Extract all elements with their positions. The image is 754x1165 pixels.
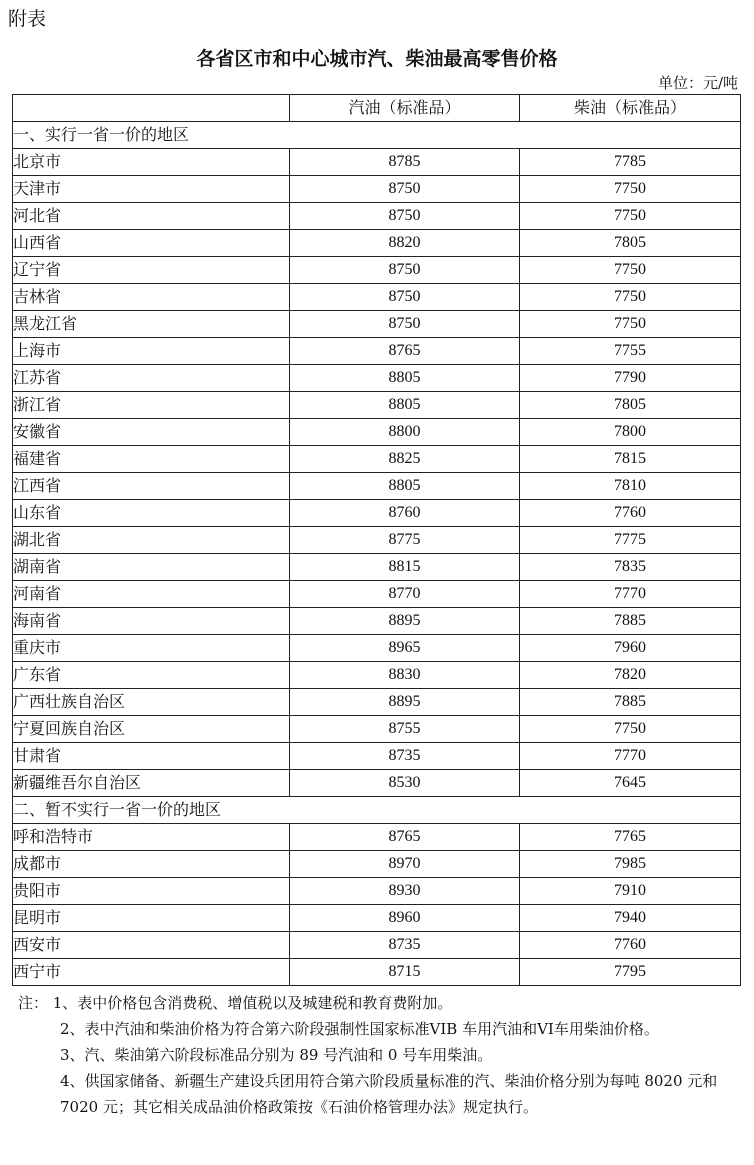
table-row <box>13 176 741 203</box>
region-name-cell: 成都市 <box>13 851 290 878</box>
section-title: 一、实行一省一价的地区 <box>13 122 741 149</box>
table-row <box>13 824 741 851</box>
table-row <box>13 230 741 257</box>
gasoline-price-cell: 8895 <box>290 689 520 716</box>
region-name-cell: 山西省 <box>13 230 290 257</box>
table-row <box>13 932 741 959</box>
region-name-cell: 山东省 <box>13 500 290 527</box>
diesel-price-cell: 7770 <box>520 581 741 608</box>
gasoline-price-cell: 8895 <box>290 608 520 635</box>
diesel-price-cell: 7750 <box>520 311 741 338</box>
note-4: 4、供国家储备、新疆生产建设兵团用符合第六阶段质量标准的汽、柴油价格分别为每吨 8020 元和 7020 元；其它相关成品油价格政策按《石油价格管理办法》规定执行。 <box>60 1072 718 1116</box>
gasoline-price-cell: 8805 <box>290 365 520 392</box>
gasoline-price-cell: 8770 <box>290 581 520 608</box>
region-name-cell: 江苏省 <box>13 365 290 392</box>
table-row <box>13 851 741 878</box>
region-name-cell: 江西省 <box>13 473 290 500</box>
table-row <box>13 473 741 500</box>
table-row <box>13 905 741 932</box>
header-cell-region <box>13 95 290 122</box>
diesel-price-cell: 7760 <box>520 932 741 959</box>
gasoline-price-cell: 8765 <box>290 824 520 851</box>
section-row <box>13 122 741 149</box>
region-name-cell: 安徽省 <box>13 419 290 446</box>
section-row <box>13 797 741 824</box>
region-name-cell: 福建省 <box>13 446 290 473</box>
gasoline-price-cell: 8530 <box>290 770 520 797</box>
gasoline-price-cell: 8805 <box>290 473 520 500</box>
region-name-cell: 广西壮族自治区 <box>13 689 290 716</box>
gasoline-price-cell: 8965 <box>290 635 520 662</box>
diesel-price-cell: 7770 <box>520 743 741 770</box>
diesel-price-cell: 7835 <box>520 554 741 581</box>
table-row <box>13 527 741 554</box>
unit-label: 单位：元/吨 <box>657 74 738 92</box>
region-name-cell: 湖北省 <box>13 527 290 554</box>
header-cell-diesel: 柴油（标准品） <box>520 95 741 122</box>
diesel-price-cell: 7960 <box>520 635 741 662</box>
table-row <box>13 959 741 986</box>
table-row <box>13 689 741 716</box>
diesel-price-cell: 7775 <box>520 527 741 554</box>
diesel-price-cell: 7985 <box>520 851 741 878</box>
gasoline-price-cell: 8805 <box>290 392 520 419</box>
region-name-cell: 北京市 <box>13 149 290 176</box>
gasoline-price-cell: 8820 <box>290 230 520 257</box>
table-row <box>13 419 741 446</box>
diesel-price-cell: 7645 <box>520 770 741 797</box>
region-name-cell: 贵阳市 <box>13 878 290 905</box>
table-row <box>13 311 741 338</box>
gasoline-price-cell: 8765 <box>290 338 520 365</box>
gasoline-price-cell: 8735 <box>290 932 520 959</box>
region-name-cell: 浙江省 <box>13 392 290 419</box>
note-3: 3、汽、柴油第六阶段标准品分别为 89 号汽油和 0 号车用柴油。 <box>60 1046 493 1064</box>
region-name-cell: 天津市 <box>13 176 290 203</box>
table-row <box>13 284 741 311</box>
gasoline-price-cell: 8775 <box>290 527 520 554</box>
gasoline-price-cell: 8960 <box>290 905 520 932</box>
diesel-price-cell: 7760 <box>520 500 741 527</box>
table-row <box>13 635 741 662</box>
table-row <box>13 581 741 608</box>
diesel-price-cell: 7910 <box>520 878 741 905</box>
region-name-cell: 辽宁省 <box>13 257 290 284</box>
table-row <box>13 500 741 527</box>
diesel-price-cell: 7765 <box>520 824 741 851</box>
diesel-price-cell: 7810 <box>520 473 741 500</box>
table-row <box>13 662 741 689</box>
region-name-cell: 重庆市 <box>13 635 290 662</box>
gasoline-price-cell: 8750 <box>290 311 520 338</box>
region-name-cell: 广东省 <box>13 662 290 689</box>
gasoline-price-cell: 8735 <box>290 743 520 770</box>
table-row <box>13 743 741 770</box>
gasoline-price-cell: 8970 <box>290 851 520 878</box>
header-cell-gasoline: 汽油（标准品） <box>290 95 520 122</box>
gasoline-price-cell: 8825 <box>290 446 520 473</box>
diesel-price-cell: 7750 <box>520 284 741 311</box>
region-name-cell: 新疆维吾尔自治区 <box>13 770 290 797</box>
diesel-price-cell: 7885 <box>520 608 741 635</box>
table-row <box>13 203 741 230</box>
diesel-price-cell: 7750 <box>520 203 741 230</box>
region-name-cell: 昆明市 <box>13 905 290 932</box>
table-row <box>13 554 741 581</box>
table-row <box>13 392 741 419</box>
region-name-cell: 黑龙江省 <box>13 311 290 338</box>
header-row <box>13 95 741 122</box>
region-name-cell: 西安市 <box>13 932 290 959</box>
attachment-label: 附表 <box>8 8 47 30</box>
region-name-cell: 甘肃省 <box>13 743 290 770</box>
diesel-price-cell: 7805 <box>520 230 741 257</box>
region-name-cell: 河南省 <box>13 581 290 608</box>
diesel-price-cell: 7750 <box>520 716 741 743</box>
table-row <box>13 716 741 743</box>
gasoline-price-cell: 8755 <box>290 716 520 743</box>
gasoline-price-cell: 8750 <box>290 176 520 203</box>
gasoline-price-cell: 8785 <box>290 149 520 176</box>
gasoline-price-cell: 8760 <box>290 500 520 527</box>
table-row <box>13 149 741 176</box>
region-name-cell: 呼和浩特市 <box>13 824 290 851</box>
diesel-price-cell: 7815 <box>520 446 741 473</box>
gasoline-price-cell: 8750 <box>290 203 520 230</box>
table-row <box>13 878 741 905</box>
diesel-price-cell: 7785 <box>520 149 741 176</box>
gasoline-price-cell: 8715 <box>290 959 520 986</box>
gasoline-price-cell: 8750 <box>290 257 520 284</box>
diesel-price-cell: 7755 <box>520 338 741 365</box>
gasoline-price-cell: 8930 <box>290 878 520 905</box>
gasoline-price-cell: 8830 <box>290 662 520 689</box>
diesel-price-cell: 7790 <box>520 365 741 392</box>
diesel-price-cell: 7750 <box>520 176 741 203</box>
region-name-cell: 海南省 <box>13 608 290 635</box>
table-row <box>13 770 741 797</box>
table-row <box>13 608 741 635</box>
price-table <box>12 94 741 986</box>
section-title: 二、暂不实行一省一价的地区 <box>13 797 741 824</box>
diesel-price-cell: 7750 <box>520 257 741 284</box>
diesel-price-cell: 7800 <box>520 419 741 446</box>
note-2: 2、表中汽油和柴油价格为符合第六阶段强制性国家标准VIB 车用汽油和VI车用柴油价格。 <box>60 1020 659 1038</box>
gasoline-price-cell: 8815 <box>290 554 520 581</box>
diesel-price-cell: 7940 <box>520 905 741 932</box>
page-title: 各省区市和中心城市汽、柴油最高零售价格 <box>196 48 558 70</box>
region-name-cell: 河北省 <box>13 203 290 230</box>
note-1: 注： 1、表中价格包含消费税、增值税以及城建税和教育费附加。 <box>18 994 453 1012</box>
diesel-price-cell: 7820 <box>520 662 741 689</box>
region-name-cell: 上海市 <box>13 338 290 365</box>
diesel-price-cell: 7805 <box>520 392 741 419</box>
gasoline-price-cell: 8750 <box>290 284 520 311</box>
region-name-cell: 吉林省 <box>13 284 290 311</box>
region-name-cell: 湖南省 <box>13 554 290 581</box>
notes <box>18 990 740 1120</box>
table-row <box>13 257 741 284</box>
table-row <box>13 365 741 392</box>
diesel-price-cell: 7795 <box>520 959 741 986</box>
diesel-price-cell: 7885 <box>520 689 741 716</box>
region-name-cell: 宁夏回族自治区 <box>13 716 290 743</box>
table-row <box>13 446 741 473</box>
region-name-cell: 西宁市 <box>13 959 290 986</box>
table-body <box>13 122 741 986</box>
gasoline-price-cell: 8800 <box>290 419 520 446</box>
table-row <box>13 338 741 365</box>
